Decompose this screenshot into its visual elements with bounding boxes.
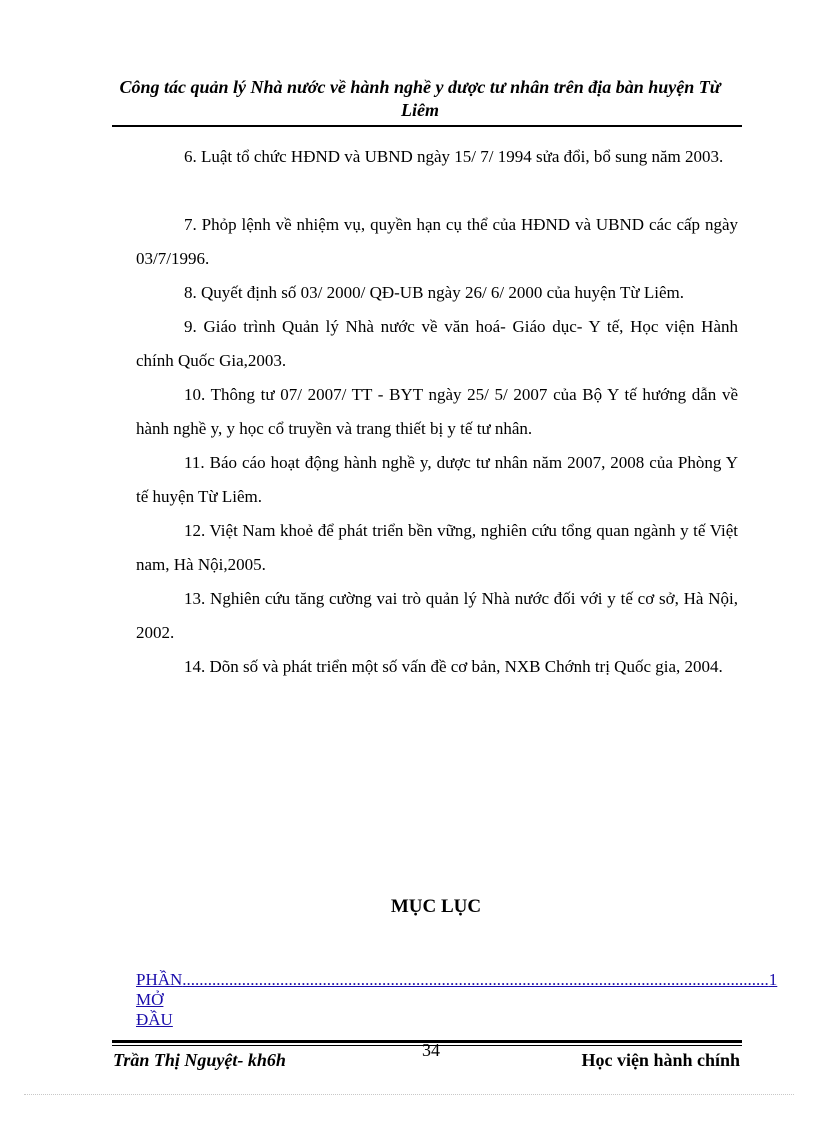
- footer-institution: Học viện hành chính: [581, 1050, 740, 1070]
- page-number: 34: [422, 1040, 440, 1060]
- reference-item: 13. Nghiên cứu tăng cường vai trò quản lý Nhà nước đối với y tế cơ sở, Hà Nội, 2002.: [136, 589, 738, 642]
- reference-item: 14. Dõn số và phát triển một số vấn đề cơ bản, NXB Chớnh trị Quốc gia, 2004.: [184, 657, 723, 676]
- header-rule: [112, 125, 742, 127]
- reference-item: 8. Quyết định số 03/ 2000/ QĐ-UB ngày 26/ 6/ 2000 của huyện Từ Liêm.: [184, 283, 684, 302]
- reference-item: 6. Luật tổ chức HĐND và UBND ngày 15/ 7/ 1994 sửa đổi, bổ sung năm 2003.: [184, 147, 724, 166]
- toc-entry-label[interactable]: PHẦN MỞ ĐẦU: [136, 970, 183, 1029]
- header-title: Công tác quản lý Nhà nước về hành nghề y dược tư nhân trên địa bàn huyện Từ Liêm: [119, 77, 721, 120]
- footer-author: Trần Thị Nguyệt- kh6h: [113, 1050, 286, 1070]
- toc-entry-page[interactable]: 1: [768, 970, 778, 989]
- reference-item: 12. Việt Nam khoẻ để phát triển bền vững, nghiên cứu tổng quan ngành y tế Việt nam, Hà Nội,2005.: [136, 521, 738, 574]
- reference-item: 10. Thông tư 07/ 2007/ TT - BYT ngày 25/ 5/ 2007 của Bộ Y tế hướng dẫn về hành nghề y, y học cổ truyền và trang thiết bị y tế tư nhân.: [136, 385, 738, 438]
- reference-item: 7. Phỏp lệnh về nhiệm vụ, quyền hạn cụ thể của HĐND và UBND các cấp ngày 03/7/1996.: [136, 215, 738, 268]
- toc-entry-leader: ..........................................................................................................................................: [182, 970, 769, 989]
- reference-item: 9. Giáo trình Quản lý Nhà nước về văn hoá- Giáo dục- Y tế, Học viện Hành chính Quốc Gia,2003.: [136, 317, 738, 370]
- toc-title: MỤC LỤC: [390, 896, 482, 917]
- page-edge-divider: [24, 1094, 794, 1095]
- toc-entry-link[interactable]: [136, 970, 778, 1030]
- reference-item: 11. Báo cáo hoạt động hành nghề y, dược tư nhân năm 2007, 2008 của Phòng Y tế huyện Từ Liêm.: [136, 453, 738, 506]
